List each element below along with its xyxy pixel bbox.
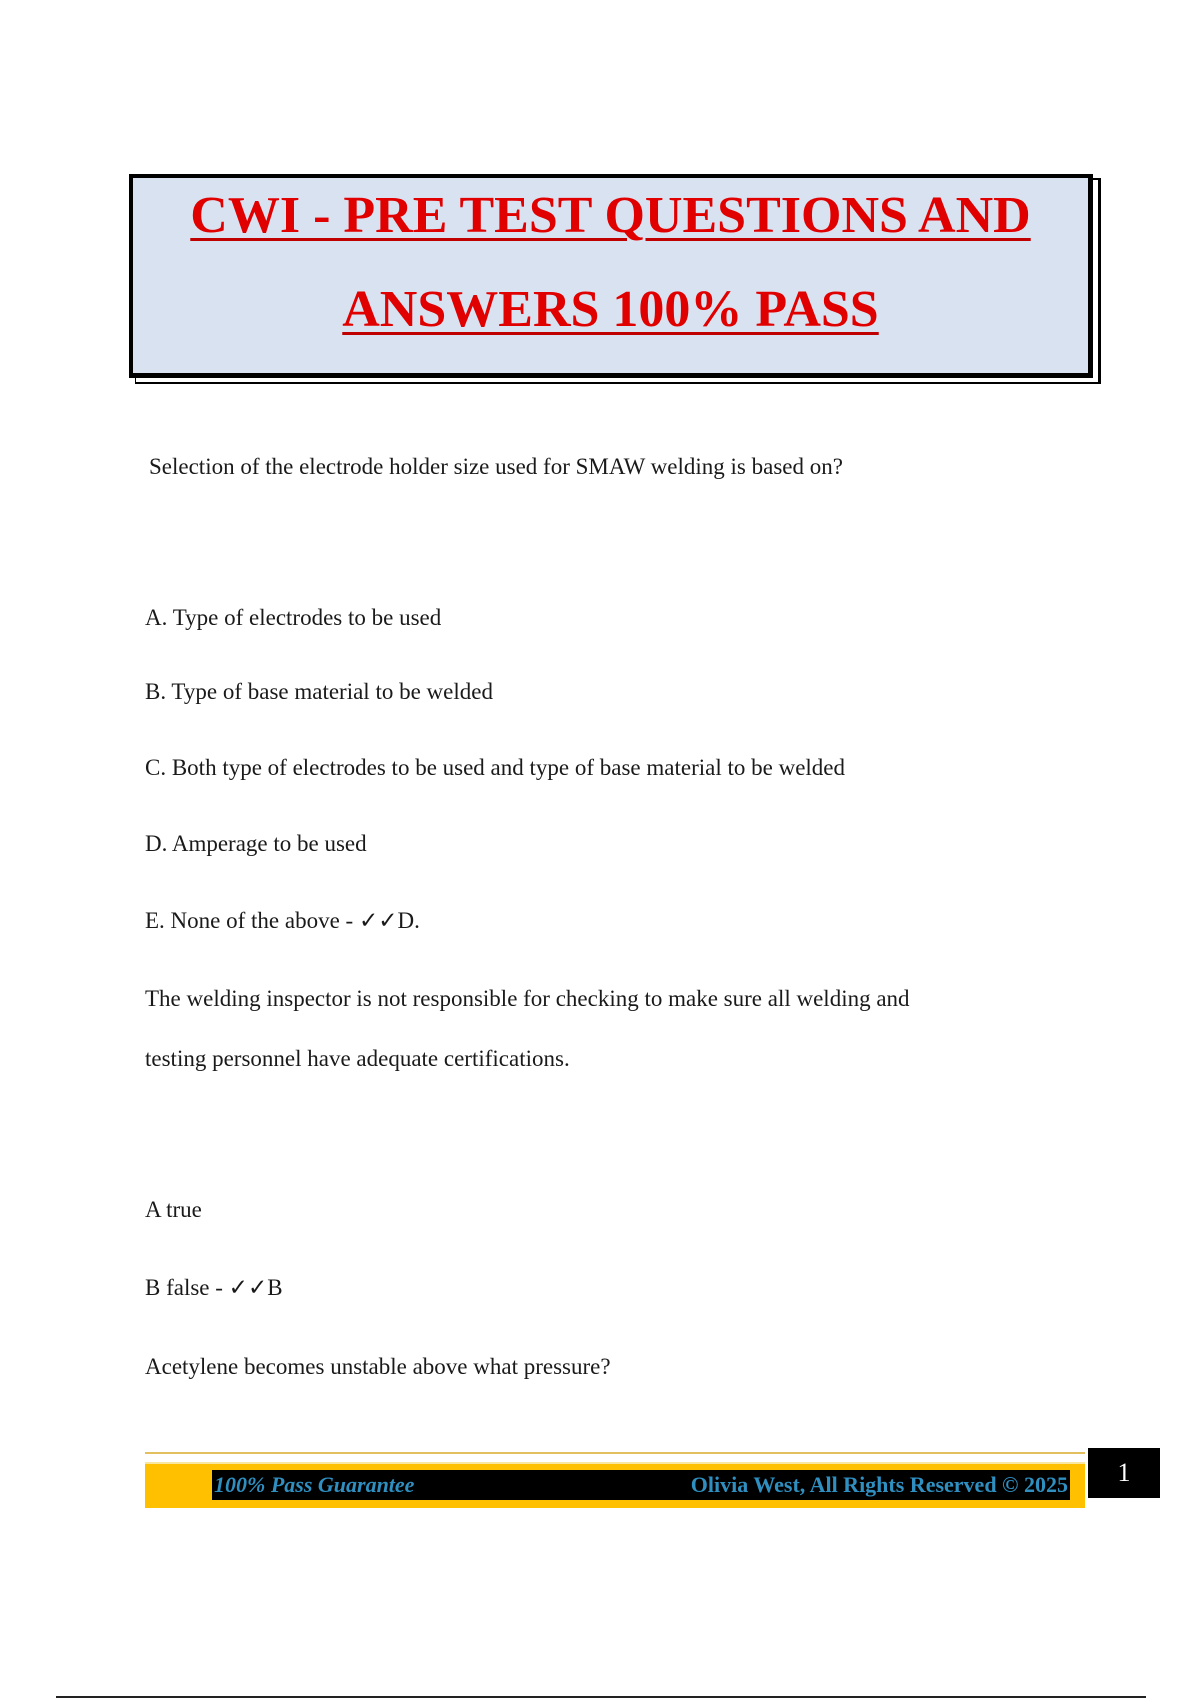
option-d: D. Amperage to be used <box>145 831 367 856</box>
option-false-answer: B false - ✓✓B <box>145 1275 283 1300</box>
option-c: C. Both type of electrodes to be used and type of base material to be welded <box>145 755 846 780</box>
question-2-line-1: The welding inspector is not responsible for checking to make sure all welding and <box>145 986 910 1011</box>
option-b: B. Type of base material to be welded <box>145 679 493 704</box>
page-bottom-rule <box>56 1696 1146 1698</box>
footer-band <box>212 1470 1070 1500</box>
footer-divider <box>145 1452 1085 1454</box>
option-true: A true <box>145 1197 202 1222</box>
footer-guarantee-text: 100% Pass Guarantee <box>214 1472 415 1497</box>
option-a: A. Type of electrodes to be used <box>145 605 442 630</box>
title-box <box>129 174 1093 378</box>
page-number: 1 <box>1088 1448 1160 1498</box>
title-line-2: ANSWERS 100% PASS <box>342 281 879 338</box>
footer-copyright: Olivia West, All Rights Reserved © 2025 <box>690 1472 1068 1497</box>
title-line-1: CWI - PRE TEST QUESTIONS AND <box>190 187 1031 244</box>
option-e-answer: E. None of the above - ✓✓D. <box>145 908 420 933</box>
question-3: Acetylene becomes unstable above what pressure? <box>145 1354 611 1379</box>
question-2-line-2: testing personnel have adequate certifications. <box>145 1046 570 1071</box>
question-1: Selection of the electrode holder size used for SMAW welding is based on? <box>149 454 843 479</box>
